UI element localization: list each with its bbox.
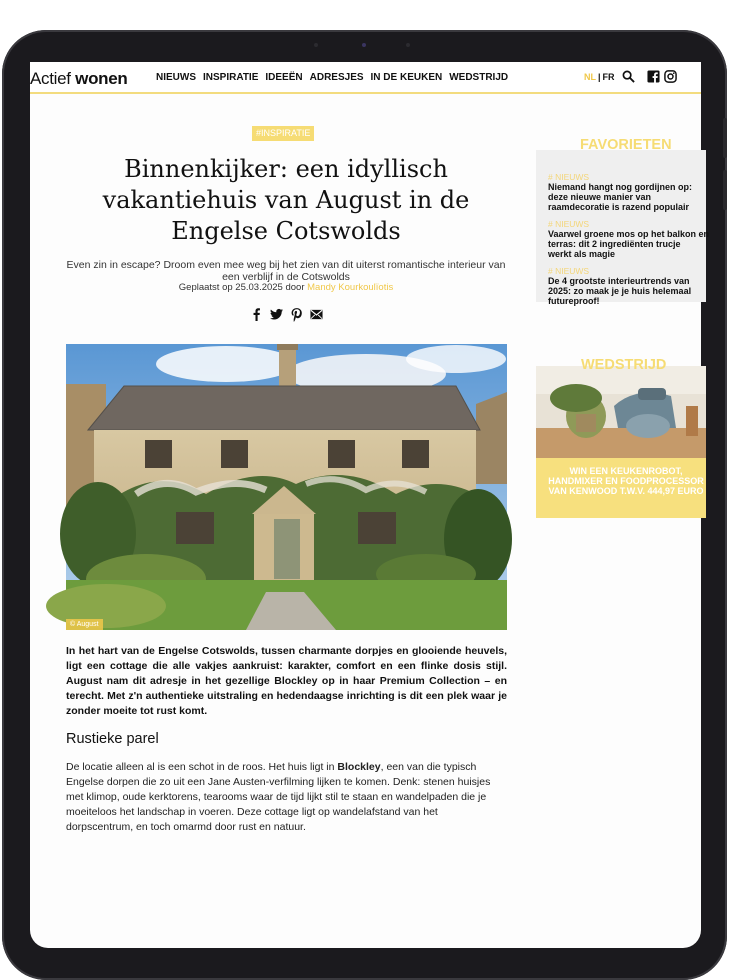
author-link[interactable]: Mandy Kourkoulïotis — [307, 282, 394, 293]
volume-button — [723, 118, 727, 158]
favorite-category: # NIEUWS — [548, 266, 590, 276]
nav-item-in-de-keuken[interactable]: IN DE KEUKEN — [370, 72, 443, 83]
pinterest-icon[interactable] — [290, 308, 303, 321]
article-intro: Even zin in escape? Droom even mee weg bij het zien van dit uiterst romantische interieur van een verblijf in de Cotswolds — [66, 259, 506, 283]
favorites-title: FAVORIETEN — [580, 137, 672, 153]
camera-sensor — [314, 43, 318, 47]
cottage-photo — [66, 344, 507, 630]
twitter-icon[interactable] — [270, 308, 283, 321]
favorite-category: # NIEUWS — [548, 219, 590, 229]
nav-item-nieuws[interactable]: NIEUWS — [156, 72, 196, 83]
facebook-icon[interactable] — [250, 308, 263, 321]
favorite-line: werkt als magie — [548, 249, 616, 259]
lang-fr[interactable]: FR — [602, 72, 615, 82]
favorite-line: De 4 grootste interieurtrends van — [548, 276, 690, 286]
nav-item-adresjes[interactable]: ADRESJES — [309, 72, 364, 83]
tablet-screen — [30, 62, 710, 948]
share-bar — [250, 308, 323, 321]
favorite-line: Vaarwel groene mos op het balkon en — [548, 229, 710, 239]
favorite-line: futureproof! — [548, 296, 600, 306]
nav-item-wedstrijd[interactable]: WEDSTRIJD — [449, 72, 509, 83]
body-text-1: De locatie alleen al is een schot in de roos. Het huis ligt in — [66, 761, 338, 773]
contest-text: WIN EEN KEUKENROBOT, HANDMIXER EN FOODPROCESSOR VAN KENWOOD T.W.V. 444,97 EURO — [548, 466, 704, 496]
main-nav — [156, 72, 508, 83]
logo-part2: wonen — [75, 69, 128, 88]
favorite-item[interactable] — [548, 266, 708, 306]
contest-widget[interactable] — [536, 357, 706, 518]
article-body — [66, 760, 507, 835]
nav-item-ideeen[interactable]: IDEEËN — [265, 72, 303, 83]
hero-image — [66, 344, 507, 630]
mail-icon[interactable] — [310, 308, 323, 321]
favorite-category: # NIEUWS — [548, 172, 590, 182]
site-header — [30, 62, 701, 94]
camera-lens — [362, 43, 366, 47]
lang-separator: | — [598, 72, 601, 82]
lang-nl[interactable]: NL — [584, 72, 596, 82]
nav-item-inspiratie[interactable]: INSPIRATIE — [203, 72, 259, 83]
favorite-line: 2025: zo maak je je huis helemaal — [548, 286, 692, 296]
section-heading: Rustieke parel — [66, 731, 159, 747]
favorite-line: raamdecoratie is razend populair — [548, 202, 690, 212]
favorites-widget — [536, 137, 710, 306]
facebook-icon[interactable] — [647, 70, 660, 83]
favorite-line: deze nieuwe manier van — [548, 192, 652, 202]
logo-part1: Actief — [30, 69, 71, 88]
image-credit: © August — [66, 619, 103, 630]
article-meta — [66, 282, 506, 293]
kitchen-robot-image — [536, 366, 706, 458]
category-tag[interactable]: #INSPIRATIE — [252, 126, 314, 141]
body-bold-link: Blockley — [337, 761, 381, 773]
volume-button-2 — [723, 170, 727, 210]
favorite-line: terras: dit 2 ingrediënten trucje — [548, 239, 681, 249]
language-switch — [584, 72, 615, 82]
favorite-item[interactable] — [548, 219, 710, 259]
search-icon[interactable] — [622, 70, 635, 83]
contest-title: WEDSTRIJD — [581, 357, 667, 373]
article-lead: In het hart van de Engelse Cotswolds, tussen charmante dorpjes en glooiende heuvels, ligt een cottage die alle vakjes aankruist: karakter, comfort en een flinke dosis stijl. August nam dit adresje in het gezellige Blockley op in haar Premium Collection – en terecht. Met z'n authentieke uitstraling en hedendaagse inrichting is dit een plek waar je zonder moeite tot rust komt. — [66, 645, 507, 717]
site-logo[interactable] — [30, 69, 128, 89]
favorite-item[interactable] — [548, 172, 708, 212]
body-text-2: , een van die typisch Engelse dorpen die zo uit een Jane Austen-verfilming lijken te komen. Denk: stenen huisjes met klimop, oude kerktorens, tearooms waar de tijd lijkt stil te staan en wandelpaden die je moeiteloos het landschap in voeren. Deze cottage ligt op wandelafstand van het dorpscentrum, en toch omarmd door rust en natuur. — [66, 761, 491, 833]
meta-date: Geplaatst op 25.03.2025 — [178, 282, 283, 293]
instagram-icon[interactable] — [664, 70, 677, 83]
favorite-line: Niemand hangt nog gordijnen op: — [548, 182, 692, 192]
article-title: Binnenkijker: een idyllisch vakantiehuis van August in de Engelse Cotswolds — [102, 155, 470, 245]
meta-by: door — [285, 282, 305, 293]
camera-sensor-2 — [406, 43, 410, 47]
